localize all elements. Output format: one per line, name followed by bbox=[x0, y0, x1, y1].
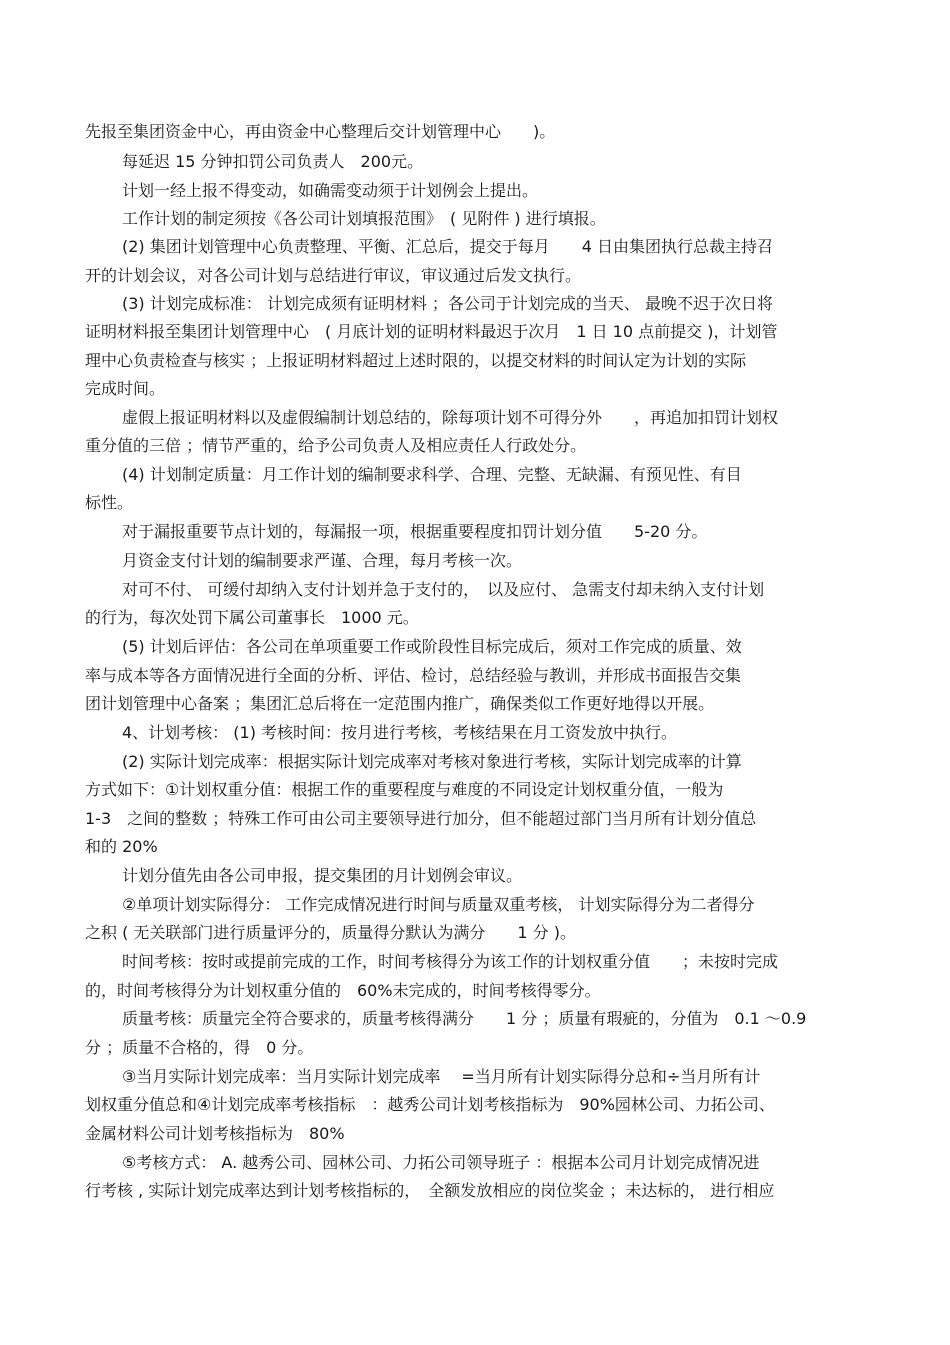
text-line: 时间考核：按时或提前完成的工作，时间考核得分为该工作的计划权重分值 ；未按时完成 bbox=[122, 952, 779, 971]
text-line: 月资金支付计划的编制要求严谨、合理，每月考核一次。 bbox=[122, 551, 523, 570]
text-line: 4、计划考核： (1) 考核时间：按月进行考核，考核结果在月工资发放中执行。 bbox=[122, 723, 678, 742]
text-line: 行考核 , 实际计划完成率达到计划考核指标的， 全额发放相应的岗位奖金 ；未达标的， 进行相应 bbox=[85, 1181, 775, 1200]
text-line: 每延迟 15 分钟扣罚公司负责人 200元。 bbox=[122, 152, 424, 171]
text-line: 的行为，每次处罚下属公司董事长 1000 元。 bbox=[85, 608, 419, 627]
text-line: 划权重分值总和④计划完成率考核指标 ：越秀公司计划考核指标为 90%园林公司、力拓公司、 bbox=[85, 1095, 775, 1114]
text-line: ②单项计划实际得分： 工作完成情况进行时间与质量双重考核， 计划实际得分为二者得分 bbox=[122, 895, 755, 914]
text-line: (3) 计划完成标准： 计划完成须有证明材料 ；各公司于计划完成的当天、 最晚不迟于次日将 bbox=[122, 294, 774, 313]
text-line: 标性。 bbox=[85, 493, 134, 512]
text-line: 的，时间考核得分为计划权重分值的 60%未完成的，时间考核得零分。 bbox=[85, 981, 601, 1000]
text-line: 之积 ( 无关联部门进行质量评分的，质量得分默认为满分 1 分 )。 bbox=[85, 923, 577, 942]
text-line: 计划一经上报不得变动，如确需变动须于计划例会上提出。 bbox=[122, 181, 539, 200]
text-line: (5) 计划后评估：各公司在单项重要工作或阶段性目标完成后，须对工作完成的质量、效 bbox=[122, 637, 742, 656]
text-line: 工作计划的制定须按《各公司计划填报范围》 ( 见附件 ) 进行填报。 bbox=[122, 209, 606, 228]
text-line: 虚假上报证明材料以及虚假编制计划总结的，除每项计划不可得分外 ，再追加扣罚计划权 bbox=[122, 408, 779, 427]
text-line: 方式如下：①计划权重分值：根据工作的重要程度与难度的不同设定计划权重分值，一般为 bbox=[85, 780, 724, 799]
text-line: 对可不付、 可缓付却纳入支付计划并急于支付的， 以及应付、 急需支付却未纳入支付计划 bbox=[122, 580, 765, 599]
text-line: 计划分值先由各公司申报，提交集团的月计划例会审议。 bbox=[122, 866, 523, 885]
text-line: 完成时间。 bbox=[85, 379, 166, 398]
text-line: (2) 集团计划管理中心负责整理、平衡、汇总后，提交于每月 4 日由集团执行总裁主持召 bbox=[122, 237, 774, 256]
text-line: (4) 计划制定质量：月工作计划的编制要求科学、合理、完整、无缺漏、有预见性、有目 bbox=[122, 465, 742, 484]
text-line: (2) 实际计划完成率：根据实际计划完成率对考核对象进行考核，实际计划完成率的计算 bbox=[122, 752, 742, 771]
text-line: 重分值的三倍 ；情节严重的，给予公司负责人及相应责任人行政处分。 bbox=[85, 436, 587, 455]
text-line: 和的 20% bbox=[85, 837, 158, 856]
text-line: ③当月实际计划完成率：当月实际计划完成率 =当月所有计划实际得分总和÷当月所有计 bbox=[122, 1067, 761, 1086]
text-line: 对于漏报重要节点计划的，每漏报一项，根据重要程度扣罚计划分值 5-20 分。 bbox=[122, 522, 708, 541]
text-line: 质量考核：质量完全符合要求的，质量考核得满分 1 分 ；质量有瑕疵的，分值为 0.1 ～0.9 bbox=[122, 1009, 807, 1028]
text-line: 理中心负责检查与核实 ；上报证明材料超过上述时限的，以提交材料的时间认定为计划的实际 bbox=[85, 351, 747, 370]
text-line: 1-3 之间的整数 ；特殊工作可由公司主要领导进行加分，但不能超过部门当月所有计划分值总 bbox=[85, 809, 757, 828]
text-line: 开的计划会议，对各公司计划与总结进行审议，审议通过后发文执行。 bbox=[85, 266, 582, 285]
text-line: 率与成本等各方面情况进行全面的分析、评估、检讨，总结经验与教训，并形成书面报告交集 bbox=[85, 666, 742, 685]
text-line: ⑤考核方式： A. 越秀公司、园林公司、力拓公司领导班子 ：根据本公司月计划完成情况进 bbox=[122, 1153, 760, 1172]
text-line: 分 ；质量不合格的，得 0 分。 bbox=[85, 1038, 314, 1057]
text-line: 团计划管理中心备案 ；集团汇总后将在一定范围内推广，确保类似工作更好地得以开展。 bbox=[85, 694, 715, 713]
text-line: 先报至集团资金中心，再由资金中心整理后交计划管理中心 )。 bbox=[85, 122, 556, 141]
text-line: 证明材料报至集团计划管理中心 ( 月底计划的证明材料最迟于次月 1 日 10 点前提交 )，计划管 bbox=[85, 322, 778, 341]
text-line: 金属材料公司计划考核指标为 80% bbox=[85, 1124, 345, 1143]
